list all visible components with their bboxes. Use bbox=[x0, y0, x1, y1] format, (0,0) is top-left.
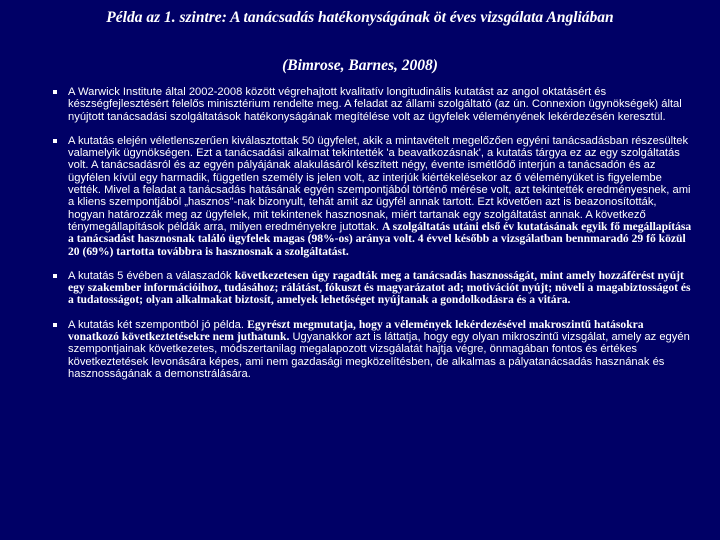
paragraph-3-text: A kutatás 5 évében a válaszadók bbox=[68, 269, 232, 282]
slide-body bbox=[62, 86, 692, 392]
paragraph-4-bold-text: Egyrészt megmutatja, hogy a vélemények lekérdezésével makroszintű hatásokra vonatkozó következtetésekre nem juthatunk. bbox=[68, 317, 644, 344]
paragraph-4-text: A kutatás két szempontból jó példa. bbox=[68, 318, 245, 331]
paragraph-4 bbox=[62, 319, 692, 380]
square-bullet-icon bbox=[53, 139, 57, 143]
paragraph-2-bold-text: A szolgáltatás utáni első év kutatásának egyik fő megállapítása a tanácsadást hasznosnak találó ügyfelek magas (98%-os) aránya volt. 4 évvel később a vizsgálatban bennmaradó 29 fő közül 20 (69%) tartotta továbbra is hasznosnak a szolgáltatást. bbox=[68, 219, 692, 258]
paragraph-2 bbox=[62, 135, 692, 258]
paragraph-1-text: A Warwick Institute által 2002-2008 között végrehajtott kvalitatív longitudinális kutatást az angol oktatásért és készségfejlesztésért felelős minisztérium rendelte meg. A feladat az állami szolgáltató (az ún. Connexion ügynökségek) által nyújtott tanácsadási szolgáltatások hatékonyságának megítélése volt az ügyfelek véleményének lekérdezésén keresztül. bbox=[68, 86, 682, 123]
paragraph-2-text: A kutatás elején véletlenszerűen kiválasztottak 50 ügyfelet, akik a mintavételt megelőzően egyéni tanácsadásban részesültek valamelyik ügynökségen. Ezt a tanácsadási alkalmat tekintették 'a beavatkozásnak', a kutatás tárgya ez az egy szolgáltatás volt. A tanácsadásról és az egyén pályájának alakulásáról készített négy, évente ismétlődő interjún a tanácsadón és az ügyfélen kívül egy harmadik, független személy is jelen volt, az interjúk kiértékelésekor az ő véleményüket is figyelembe vették. Mivel a feladat a tanácsadás hatásának egyén szempontjából történő mérése volt, azt tekintették eredményesnek, ami a kliens szempontjából „hasznos"-nak bizonyult, tehát amit az ügyfél annak tartott. Ezt követően azt is beazonosították, hogyan határozzák meg az ügyfelek, mit tekintenek hasznosnak, miért tartanak egy szolgáltatást annak. A következő ténymegállapítások példák arra, milyen eredményekre jutottak. bbox=[68, 134, 691, 233]
paragraph-3 bbox=[62, 270, 692, 307]
square-bullet-icon bbox=[53, 274, 57, 278]
square-bullet-icon bbox=[53, 90, 57, 94]
slide-title: Példa az 1. szintre: A tanácsadás hatékonyságának öt éves vizsgálata Angliában bbox=[106, 9, 614, 26]
paragraph-4-text-end: Ugyanakkor azt is láttatja, hogy egy olyan mikroszintű vizsgálat, amely az egyén szempontjainak következetes, módszertanilag megalapozott vizsgálatát hajtja végre, önmagában fontos és értékes következtetések levonására képes, ami nem gazdasági megközelítésben, de alkalmas a pályatanácsadás hasznának és hasznosságának a demonstrálására. bbox=[68, 331, 690, 380]
slide-subtitle: (Bimrose, Barnes, 2008) bbox=[282, 57, 438, 74]
paragraph-3-bold-text: következetesen úgy ragadták meg a tanácsadás hasznosságát, mint amely hozzáférést nyújt egy szakember információihoz, tudásához; rálátást, fókuszt és magyarázatot ad; motivációt nyújt; növeli a magabiztosságot és a tudatosságot; olyan alkalmakat biztosít, amelyek lehetőséget nyújtanak a gondolkodásra és a vitára. bbox=[68, 268, 691, 307]
paragraph-1 bbox=[62, 86, 692, 123]
square-bullet-icon bbox=[53, 323, 57, 327]
